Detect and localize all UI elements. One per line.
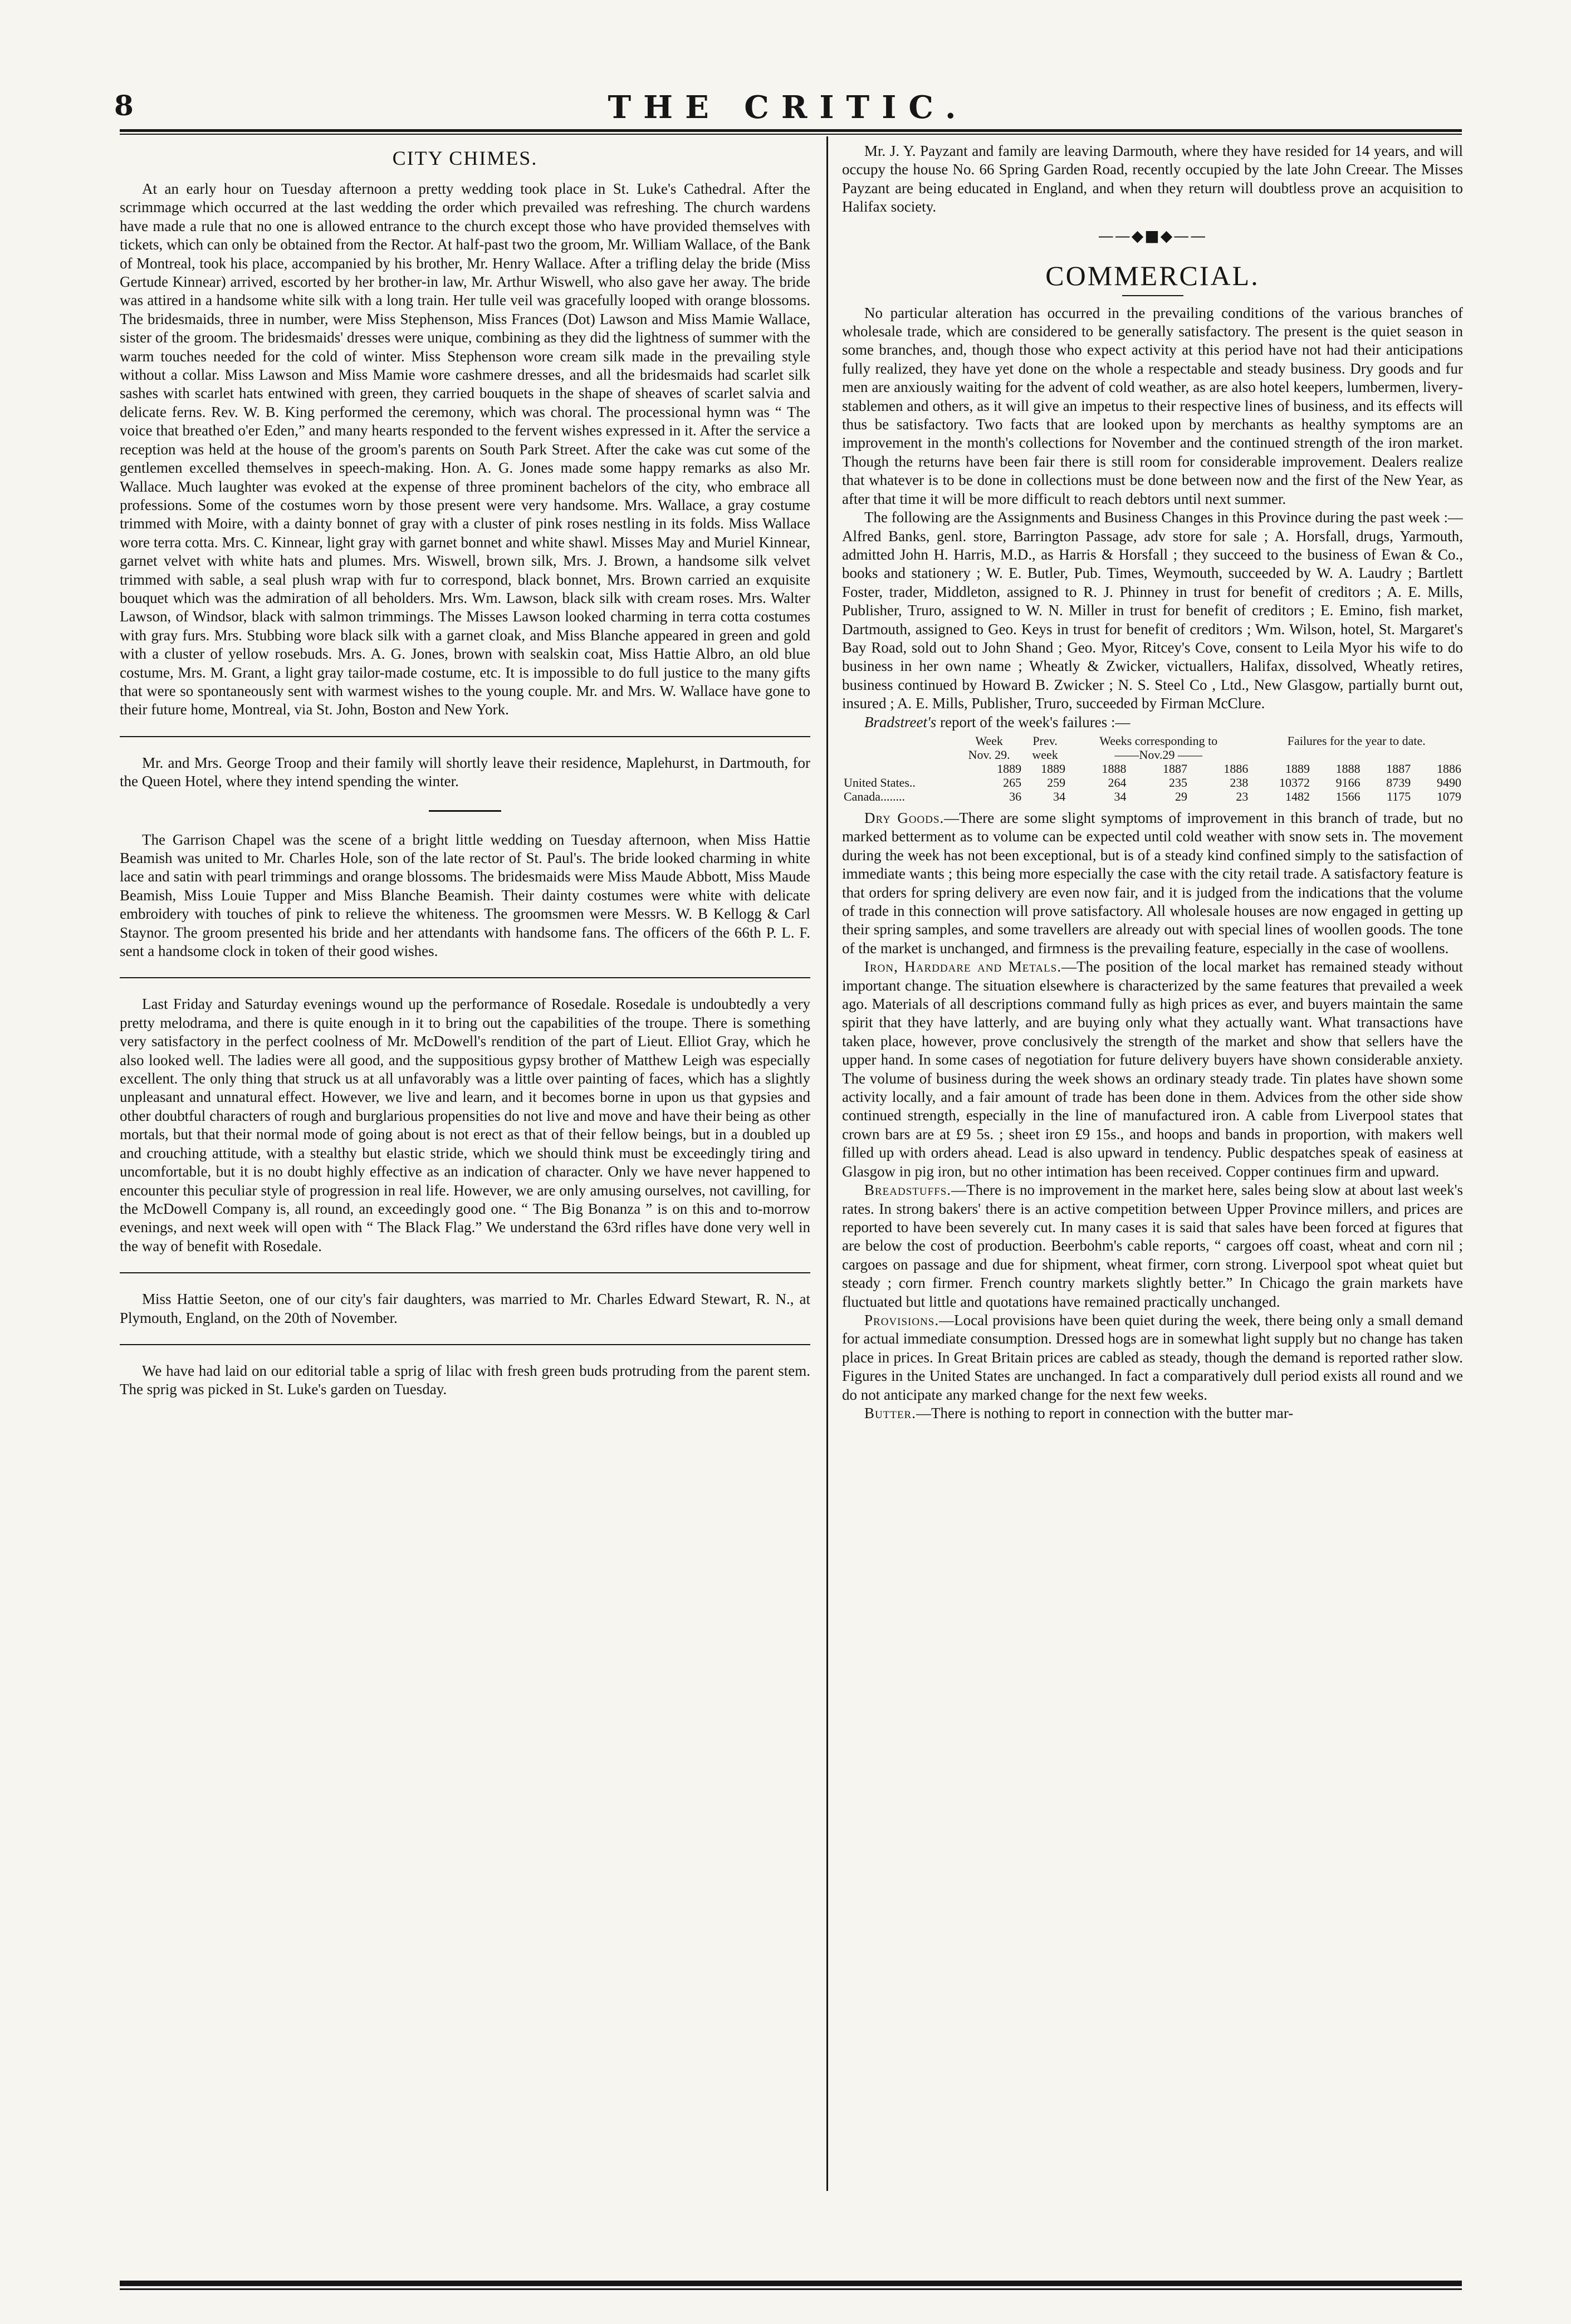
- table-row-label: United States..: [844, 775, 916, 790]
- breadstuffs-label: Breadstuffs.: [864, 1181, 952, 1199]
- table-cell: 235: [1168, 775, 1187, 790]
- bradstreet-name: Bradstreet's: [864, 713, 937, 730]
- table-cell: 36: [1009, 789, 1022, 803]
- rosedale-paragraph: Last Friday and Saturday evenings wound up the performance of Rosedale. Rosedale is undoubtedly a very pretty melodrama, and there is quite enough in it to bring out the capabilities of the troupe. There is something very satisfactory in the perfect coolness of Mr. McDowell's rendition of the part of Lieut. Elliot Gray, which he also looked well. The ladies were all good, and the suppositious gypsy brother of Matthew Leigh was especially excellent. The only thing that struck us at all unfavorably was a little over painting of faces, which has a slightly unpleasant and unnatural effect. However, we live and learn, and it becomes borne in upon us that gypsies and other doubtful characters of rough and burglarious propensities do not live and move and have their being as other mortals, but that their normal mode of going about is not erect as that of their fellow beings, but in a doubled up and crouching attitude, with a stealthy but elastic stride, which we should think must be exceedingly tiring and uncomfortable, but it is no doubt highly effective as an indication of character. Only we have never happened to encounter this peculiar style of progression in real life. However, we are only amusing ourselves, not cavilling, for the McDowell Company is, all round, an exceedingly good one. “ The Big Bonanza ” is on this and to-morrow evenings, and next week will open with “ The Black Flag.” We understand the 63rd rifles have done very well in the way of benefit with Rosedale.: [120, 996, 810, 1254]
- provisions-label: Provisions.: [864, 1311, 939, 1328]
- table-cell: 264: [1108, 775, 1127, 790]
- table-header-row: [842, 734, 1463, 748]
- table-year: 1887: [1162, 761, 1187, 776]
- short-separator: [429, 810, 501, 812]
- right-column: [842, 142, 1463, 2191]
- table-head-corresponding: Weeks corresponding to: [1099, 733, 1218, 748]
- dry-goods-label: Dry Goods.: [864, 809, 944, 826]
- table-cell: 29: [1174, 789, 1187, 803]
- city-chimes-paragraph: At an early hour on Tuesday afternoon a pretty wedding took place in St. Luke's Cathedral. After the scrimmage which occurred at the last wedding the order which prevailed was refreshing. The church wardens have made a rule that no one is allowed entrance to the church except those who have provided themselves with tickets, which can only be obtained from the Rector. At half-past two the groom, Mr. William Wallace, of the Bank of Montreal, took his place, accompanied by his brother, Mr. Henry Wallace. After a trifling delay the bride (Miss Gertude Kinnear) arrived, escorted by her brother-in law, Mr. Arthur Wiswell, who also gave her away. The bride was attired in a handsome white silk with a long train. Her tulle veil was gracefully looped with orange blossoms. The bridesmaids, three in number, were Miss Stephenson, Miss Frances (Dot) Lawson and Miss Mamie Wallace, sister of the groom. The bridesmaids' dresses were unique, combining as they did the lightness of summer with the warm touches needed for the cold of winter. Miss Stephenson wore cream silk made in the prevailing style without a collar. Miss Lawson and Miss Mamie wore cashmere dresses, and all the bridesmaids had scarlet silk sashes with scarlet hats entwined with green, they carried bouquets in the shape of sheaves of scarlet salvia and delicate ferns. Rev. W. B. King performed the ceremony, which was choral. The processional hymn was “ The voice that breathed o'er Eden,” and many hearts responded to the fervent wishes expressed in it. After the service a reception was held at the house of the groom's parents on South Park Street. After the cake was cut some of the gentlemen excelled themselves in speech-making. Hon. A. G. Jones made some happy remarks as also Mr. Wallace. Much laughter was evoked at the expense of three prominent bachelors of the city, who embrace all professions. Some of the costumes worn by those present were very handsome. Mrs. Wallace, a gray costume trimmed with Moire, with a dainty bonnet of gray with a cluster of pink roses nestling in its folds. Miss Wallace wore terra cotta. Mrs. C. Kinnear, light gray with garnet bonnet and white shawl. Misses May and Muriel Kinnear, garnet velvet with white hats and plumes. Mrs. Wiswell, brown silk, Mrs. J. Brown, a handsome silk velvet trimmed with sable, a seal plush wrap with fur to correspond, black bonnet, Mrs. Brown carried an exquisite bouquet which was the admiration of all beholders. Mrs. Wm. Lawson, black silk with cream roses. Mrs. Walter Lawson, of Windsor, black with salmon trimmings. The Misses Lawson looked charming in terra cotta costumes with gray furs. Mrs. Stubbing wore black silk with a garnet cloak, and Miss Blanche appeared in green and gold with a cluster of yellow rosebuds. Mrs. A. G. Jones, brown with sealskin coat, Miss Hattie Albro, an old blue costume, Mrs. M. Grant, a light gray tailor-made costume, etc. It is impossible to do full justice to the many gifts that were so spontaneously sent with warmest wishes to the young couple. Mr. and Mrs. W. Wallace have gone to their future home, Montreal, via St. John, Boston and New York.: [120, 180, 810, 718]
- table-cell: 259: [1047, 775, 1066, 790]
- ornament-divider: ——◆■◆——: [1098, 226, 1207, 245]
- table-sub-nov29: Nov. 29.: [968, 747, 1010, 762]
- table-year: 1888: [1102, 761, 1127, 776]
- table-cell: 34: [1053, 789, 1066, 803]
- iron-paragraph: [842, 958, 1463, 1181]
- table-head-year-to-date: Failures for the year to date.: [1287, 733, 1426, 748]
- bradstreet-intro-rest: report of the week's failures :—: [940, 713, 1130, 730]
- table-years-row: [842, 762, 1463, 776]
- table-cell: 265: [1003, 775, 1022, 790]
- payzant-paragraph: Mr. J. Y. Payzant and family are leaving Darmouth, where they have resided for 14 years, and will occupy the house No. 66 Spring Garden Road, recently occupied by the late John Creear. The Misses Payzant are being educated in England, and when they return will doubtless prove an acquisition to Halifax society.: [842, 143, 1463, 215]
- failures-table: [842, 734, 1463, 803]
- table-cell: 8739: [1386, 775, 1411, 790]
- city-chimes-heading: CITY CHIMES.: [392, 147, 538, 169]
- table-year: 1889: [997, 761, 1022, 776]
- breadstuffs-paragraph: [842, 1181, 1463, 1311]
- table-row-label: Canada........: [844, 789, 905, 803]
- commercial-paragraph-2: The following are the Assignments and Business Changes in this Province during the past week :—Alfred Banks, genl. store, Barrington Passage, adv store for sale ; A. Horsfall, drugs, Yarmouth, admitted John H. Harris, M.D., as Harris & Horsfall ; they succeed to the business of Ewan & Co., books and stationery ; W. E. Butler, Pub. Times, Weymouth, succeeded by W. A. Laudry ; Bartlett Foster, trader, Middleton, assigned to R. J. Phinney in trust for benefit of creditors ; A. E. Mills, Publisher, Truro, assigned to W. N. Miller in trust for benefit of creditors ; E. Emino, fish market, Dartmouth, assigned to Geo. Keys in trust for benefit of creditors ; Wm. Wilson, hotel, St. Margaret's Bay Road, sold out to John Shand ; Geo. Myor, Ritcey's Cove, consent to Leila Myor his wife to do business in her own name ; Wheatly & Zwicker, victuallers, Halifax, dissolved, Wheatly retires, business continued by Howard B. Zwicker ; N. S. Steel Co , Ltd., New Glasgow, partially burnt out, insured ; A. E. Mills, Publisher, Truro, succeeded by Firman McClure.: [842, 509, 1463, 712]
- breadstuffs-text: —There is no improvement in the market here, sales being slow at about last week's rates. In strong bakers' there is an active competition between Upper Province millers, and prices are reported to have been severely cut. In many cases it is said that sales have been forced at figures that are below the cost of production. Beerbohm's cable reports, “ cargoes off coast, wheat and corn nil ; cargoes on passage and due for shipment, wheat firmer, corn strong. Liverpool spot wheat quiet but steady ; corn firmer. French country markets slightly better.” In Chicago the grain markets have fluctuated but little and quotations have remained practically unchanged.: [842, 1181, 1463, 1310]
- page-number: 8: [114, 89, 134, 122]
- iron-text: —The position of the local market has remained steady without important change. The situation elsewhere is characterized by the same features that prevailed a week ago. Materials of all descriptions command fully as high prices as ever, and buyers maintain the same spirit that they have latterly, and are buying only what they actually want. What transactions have taken place, however, prove conclusively the strength of the market and show that sellers have the upper hand. In some cases of negotiation for future delivery buyers have shown considerable anxiety. The volume of business during the week shows an ordinary steady trade. Tin plates have shown some activity locally, and a fair amount of trade has been done in them. Advices from the other side show continued strength, especially in the line of manufactured iron. A cable from Liverpool states that crown bars are at £9 5s. ; sheet iron £9 15s., and hoops and bands in proportion, with makers well filled up with orders ahead. Lead is also upward in tendency. Public despatches speak of easiness at Glasgow in pig iron, but no other intimation has been received. Copper continues firm and upward.: [842, 958, 1463, 1180]
- table-year: 1887: [1386, 761, 1411, 776]
- butter-paragraph: [842, 1404, 1463, 1423]
- table-cell: 1079: [1437, 789, 1461, 803]
- iron-label: Iron, Harddare and Metals.: [864, 958, 1062, 975]
- garrison-paragraph: The Garrison Chapel was the scene of a bright little wedding on Tuesday afternoon, when Miss Hattie Beamish was united to Mr. Charles Hole, son of the late rector of St. Paul's. The bride looked charming in white lace and satin with pearl trimmings and orange blossoms. The bridesmaids were Miss Maude Abbott, Miss Maude Beamish, Miss Louie Tupper and Miss Blanche Beamish. Their dainty costumes were white with delicate embroidery with touches of pink to relieve the whiteness. The groomsmen were Messrs. W. B Kellogg & Carl Staynor. The groom presented his bride and her attendants with handsome fans. The officers of the 66th P. L. F. sent a handsome clock in token of their good wishes.: [120, 831, 810, 960]
- table-year: 1886: [1223, 761, 1249, 776]
- table-row: [842, 776, 1463, 790]
- butter-label: Butter.: [864, 1404, 916, 1421]
- table-head-week: Week: [975, 733, 1003, 748]
- lilac-paragraph: We have had laid on our editorial table a sprig of lilac with fresh green buds protruding from the parent stem. The sprig was picked in St. Luke's garden on Tuesday.: [120, 1362, 810, 1398]
- section-separator: [120, 977, 810, 978]
- troop-paragraph: Mr. and Mrs. George Troop and their family will shortly leave their residence, Maplehurst, in Dartmouth, for the Queen Hotel, where they intend spending the winter.: [120, 754, 810, 790]
- table-year: 1889: [1041, 761, 1066, 776]
- table-sub-nov29-range: ——Nov.29 ——: [1114, 747, 1202, 762]
- heading-dash: [1122, 295, 1183, 296]
- table-head-prev: Prev.: [1032, 733, 1058, 748]
- dry-goods-text: —There are some slight symptoms of improvement in this branch of trade, but no marked betterment as to volume can be expected until cold weather with snow sets in. The movement during the week has not been exceptional, but is of a steady kind confined simply to the satisfaction of immediate wants ; this being more especially the case with the city retail trade. A satisfactory feature is that orders for spring delivery are even now fair, and it is judged from the indications that the volume of trade in this connection will prove satisfactory. All wholesale houses are now engaged in getting up their spring samples, and some travellers are already out with special lines of woollen goods. The tone of the market is unchanged, and firmness is the prevailing feature, especially in the case of woollens.: [842, 809, 1463, 957]
- dry-goods-paragraph: [842, 809, 1463, 958]
- provisions-paragraph: [842, 1311, 1463, 1404]
- table-cell: 1175: [1387, 789, 1411, 803]
- table-cell: 10372: [1279, 775, 1310, 790]
- section-separator: [120, 1344, 810, 1345]
- left-column: [120, 142, 810, 2191]
- seeton-paragraph: Miss Hattie Seeton, one of our city's fair daughters, was married to Mr. Charles Edward Stewart, R. N., at Plymouth, England, on the 20th of November.: [120, 1291, 810, 1326]
- section-separator: [120, 736, 810, 737]
- commercial-paragraph-1: No particular alteration has occurred in the prevailing conditions of the various branches of wholesale trade, which are considered to be generally satisfactory. The present is the quiet season in some branches, and, though those who expect activity at this period have not had their anticipations fully realized, they have yet done on the whole a respectable and steady business. Dry goods and fur men are anxiously waiting for the advent of cold weather, as are also hotel keepers, lumbermen, livery-stablemen and others, as it will give an impetus to their respective lines of business, and its effects will thus be satisfactory. Two facts that are looked upon by merchants as healthy symptoms are an improvement in the month's collections for November and the continued strength of the iron market. Though the returns have been fair there is still room for considerable improvement. Dealers realize that whatever is to be done in collections must be done between now and the first of the New Year, as after that time it will be more difficult to reach debtors until next summer.: [842, 304, 1463, 507]
- masthead: [114, 89, 1462, 128]
- table-cell: 23: [1236, 789, 1249, 803]
- table-sub-week: week: [1032, 747, 1058, 762]
- provisions-text: —Local provisions have been quiet during the week, there being only a small demand for actual immediate consumption. Dressed hogs are in somewhat light supply but no change has taken place in prices. In Great Britain prices are cabled as steady, though the demand is reported rather slow. Figures in the United States are unchanged. In fact a comparatively dull period exists all round and we do not anticipate any marked change for the next few weeks.: [842, 1311, 1463, 1403]
- butter-text: —There is nothing to report in connection with the butter mar-: [916, 1404, 1294, 1421]
- header-rule-thin: [120, 134, 1462, 135]
- table-year: 1886: [1437, 761, 1461, 776]
- table-cell: 238: [1230, 775, 1249, 790]
- table-subheader-row: [842, 748, 1463, 762]
- column-divider: [826, 136, 828, 2191]
- table-cell: 9166: [1335, 775, 1360, 790]
- footer-rule-thin: [120, 2288, 1462, 2290]
- section-separator: [120, 1272, 810, 1273]
- table-cell: 1566: [1335, 789, 1360, 803]
- journal-title: THE CRITIC.: [608, 89, 968, 126]
- table-cell: 34: [1114, 789, 1127, 803]
- bradstreet-intro: [842, 713, 1463, 732]
- footer-rule: [120, 2281, 1462, 2286]
- header-rule: [120, 129, 1462, 132]
- table-year: 1888: [1335, 761, 1360, 776]
- table-year: 1889: [1285, 761, 1310, 776]
- commercial-heading: COMMERCIAL.: [1045, 259, 1260, 291]
- table-row: [842, 790, 1463, 803]
- table-cell: 9490: [1437, 775, 1461, 790]
- table-cell: 1482: [1285, 789, 1310, 803]
